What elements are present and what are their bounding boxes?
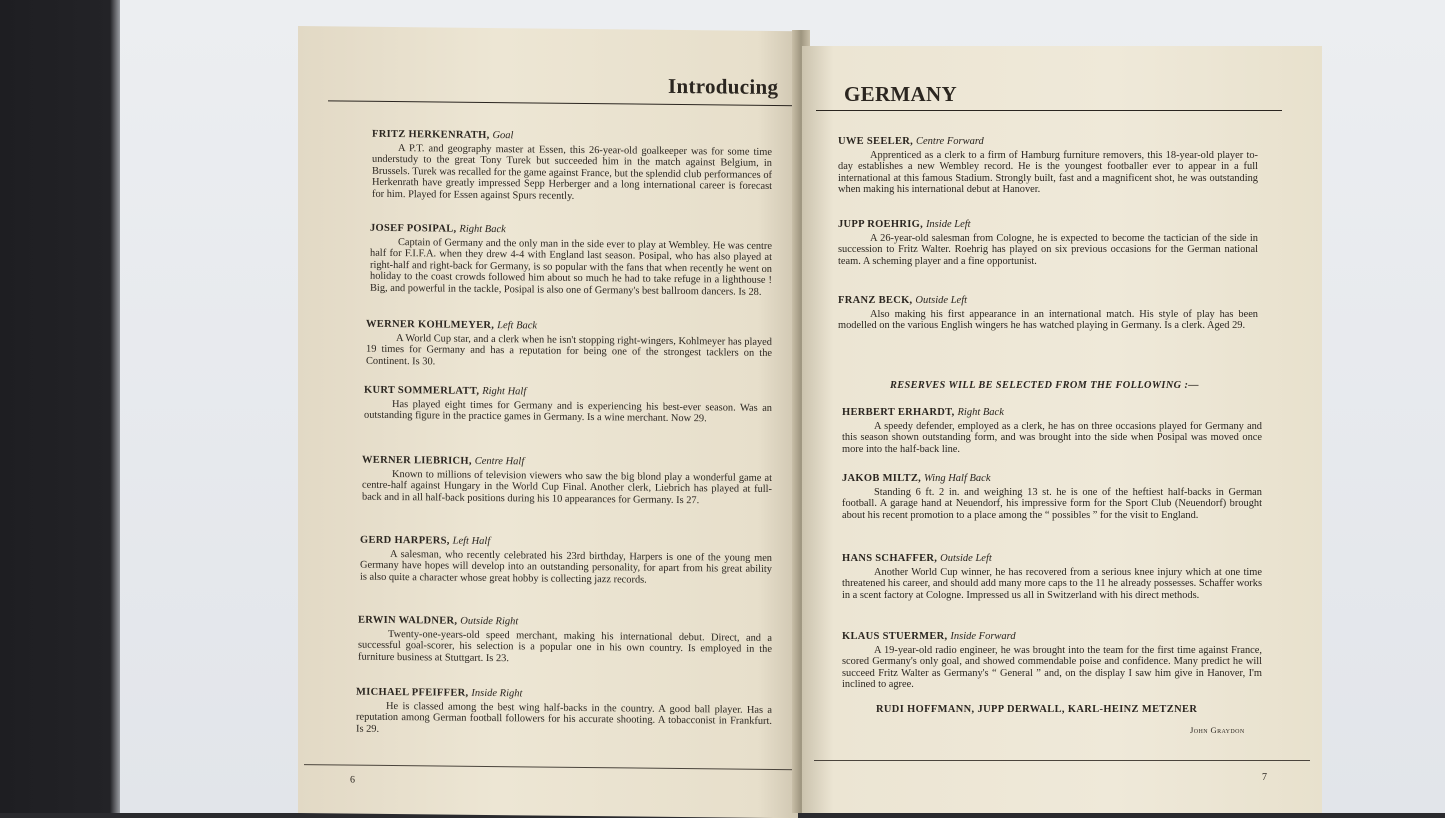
player-bio: A World Cup star, and a clerk when he isn't stopping right-wingers, Kohlmeyer has played 19 times for Germany and has a reputation for being one of the strongest tacklers on the Continent. Is 30. <box>366 333 772 368</box>
player-bio: Known to millions of television viewers who saw the big blond play a wonderful game at centre-half against Hungary in the World Cup Final. Another clerk, Liebrich has played at full-back and in all half-back positions during his 10 appearances for Germany. Is 27. <box>362 468 772 507</box>
player-entry <box>370 223 772 298</box>
player-bio: A speedy defender, employed as a clerk, he has on three occasions played for Germany and this season shown outstanding form, and was brought into the side when Posipal was moved once more into the half-back line. <box>842 421 1262 455</box>
player-position: Left Half <box>452 535 491 548</box>
player-name: FRANZ BECK, <box>838 295 913 306</box>
player-entry <box>360 535 772 588</box>
player-entry <box>838 295 1258 332</box>
player-position: Centre Half <box>474 455 525 468</box>
page-number: 6 <box>350 774 355 786</box>
reserve-entry <box>842 553 1262 601</box>
player-position: Outside Right <box>460 615 519 628</box>
player-bio: A 26-year-old salesman from Cologne, he is expected to become the tactician of the side in succession to Fritz Walter. Roehrig has played on six previous occasions for the German national team. A scheming player and a fine opportunist. <box>838 233 1258 267</box>
player-position: Right Back <box>957 407 1004 418</box>
player-name: MICHAEL PFEIFFER, <box>356 686 469 699</box>
right-header-rule <box>816 110 1282 111</box>
player-entry <box>372 129 772 204</box>
reserves-heading: RESERVES WILL BE SELECTED FROM THE FOLLOWING :— <box>890 380 1199 391</box>
player-name: GERD HARPERS, <box>360 534 450 547</box>
player-name: FRITZ HERKENRATH, <box>372 128 490 142</box>
player-bio: A salesman, who recently celebrated his 23rd birthday, Harpers is one of the young men Germany have hopes will develop into an outstanding personality, for apart from his great ability is also quite a character whose great hobby is collecting jazz records. <box>360 548 772 586</box>
reserve-entry <box>842 473 1262 521</box>
player-bio: Apprenticed as a clerk to a firm of Hamburg furniture removers, this 18-year-old player to-day establishes a new Wembley record. He is the youngest footballer ever to appear in a full international at this famous Stadium. Strongly built, fast and a magnificent shot, he was outstanding when making his international debut at Hanover. <box>838 150 1258 196</box>
page-number: 7 <box>1262 772 1267 783</box>
player-name: ERWIN WALDNER, <box>358 614 458 627</box>
player-name: HANS SCHAFFER, <box>842 553 938 564</box>
player-bio: Twenty-one-years-old speed merchant, making his international debut. Direct, and a successful goal-scorer, his selection is a popular one in his own country. Is employed in the furniture business at Stuttgart. Is 23. <box>358 628 772 665</box>
player-bio: Another World Cup winner, he has recovered from a serious knee injury which at one time threatened his career, and should add many more caps to the 11 he already possesses. Schaffer works in a scent factory at Cologne. Impressed us all in Switzerland with his direct methods. <box>842 567 1262 601</box>
player-name: KURT SOMMERLATT, <box>364 384 480 397</box>
player-position: Centre Forward <box>916 136 984 147</box>
player-name: WERNER KOHLMEYER, <box>366 318 495 332</box>
player-position: Outside Left <box>915 295 968 306</box>
author-signature: John Graydon <box>1190 725 1245 735</box>
left-header-rule <box>328 100 798 106</box>
player-position: Right Back <box>459 223 506 236</box>
player-entry <box>358 615 772 668</box>
reserve-entry <box>842 407 1262 455</box>
player-entry <box>356 687 772 740</box>
reserve-entry <box>842 631 1262 691</box>
additional-reserves: RUDI HOFFMANN, JUPP DERWALL, KARL-HEINZ METZNER <box>876 704 1198 715</box>
left-page <box>298 26 798 818</box>
player-bio: Also making his first appearance in an international match. His style of play has been modelled on the various English wingers he has watched playing in Germany. Is a clerk. Aged 29. <box>838 309 1258 332</box>
player-name: JAKOB MILTZ, <box>842 473 922 484</box>
player-position: Outside Left <box>940 553 992 564</box>
player-entry <box>838 219 1258 267</box>
player-position: Inside Forward <box>950 631 1016 642</box>
player-entry <box>366 319 772 371</box>
player-entry <box>838 136 1258 196</box>
player-bio: Captain of Germany and the only man in the side ever to play at Wembley. He was centre half for F.I.F.A. when they drew 4-4 with England last season. Posipal, who has also played at right-half and right-back for Germany, is so popular with the fans that when recently he went on holiday to the coast crowds followed him about so much he had to take refuge in a lighthouse ! Big, and powerful in the tackle, Posipal is also one of Germany's best ballroom dancers. Is 28. <box>370 237 772 298</box>
player-position: Inside Right <box>471 687 523 700</box>
player-entry <box>364 385 772 426</box>
player-bio: Standing 6 ft. 2 in. and weighing 13 st. he is one of the heftiest half-backs in German football. A garage hand at Neuendorf, his impressive form for the Sport Club (Neuendorf) brought about his recent promotion to a place among the “ possibles ” for the visit to England. <box>842 487 1262 521</box>
player-entry <box>362 455 772 508</box>
player-name: WERNER LIEBRICH, <box>362 454 472 467</box>
player-name: HERBERT ERHARDT, <box>842 407 955 418</box>
player-position: Left Back <box>497 320 538 332</box>
player-name: JOSEF POSIPAL, <box>370 222 457 235</box>
left-page-header: Introducing <box>668 73 779 100</box>
player-bio: Has played eight times for Germany and is experiencing his best-ever season. Was an outstanding figure in the practice games in Germany. Is a wine merchant. Now 29. <box>364 398 772 425</box>
player-name: UWE SEELER, <box>838 136 914 147</box>
player-name: JUPP ROEHRIG, <box>838 219 923 230</box>
player-bio: A 19-year-old radio engineer, he was brought into the team for the first time against France, scored Germany's only goal, and showed commendable poise and confidence. Many predict he will succeed Fritz Walter as Germany's “ General ” and, on the display I saw him give in Hanover, I'm inclined to agree. <box>842 645 1262 691</box>
right-page <box>802 46 1322 813</box>
right-footer-rule <box>814 760 1310 761</box>
player-position: Right Half <box>482 385 527 398</box>
player-bio: He is classed among the best wing half-backs in the country. A good ball player. Has a reputation among German football followers for his accurate shooting. A tobacconist in Frankfurt. Is 29. <box>356 700 772 735</box>
player-name: KLAUS STUERMER, <box>842 631 948 642</box>
player-position: Goal <box>492 130 514 142</box>
right-page-header: GERMANY <box>844 82 957 106</box>
left-footer-rule <box>304 764 798 770</box>
player-position: Inside Left <box>925 219 971 230</box>
player-position: Wing Half Back <box>924 473 991 484</box>
player-bio: A P.T. and geography master at Essen, this 26-year-old goalkeeper was for some time understudy to the great Tony Turek but succeeded him in the match against Belgium, in Brussels. Turek was recalled for the game against France, but the splendid club performances of Herkenrath have greatly impressed Sepp Herberger and a long international career is forecast for him. Played for Essen against Spurs recently. <box>372 143 772 202</box>
